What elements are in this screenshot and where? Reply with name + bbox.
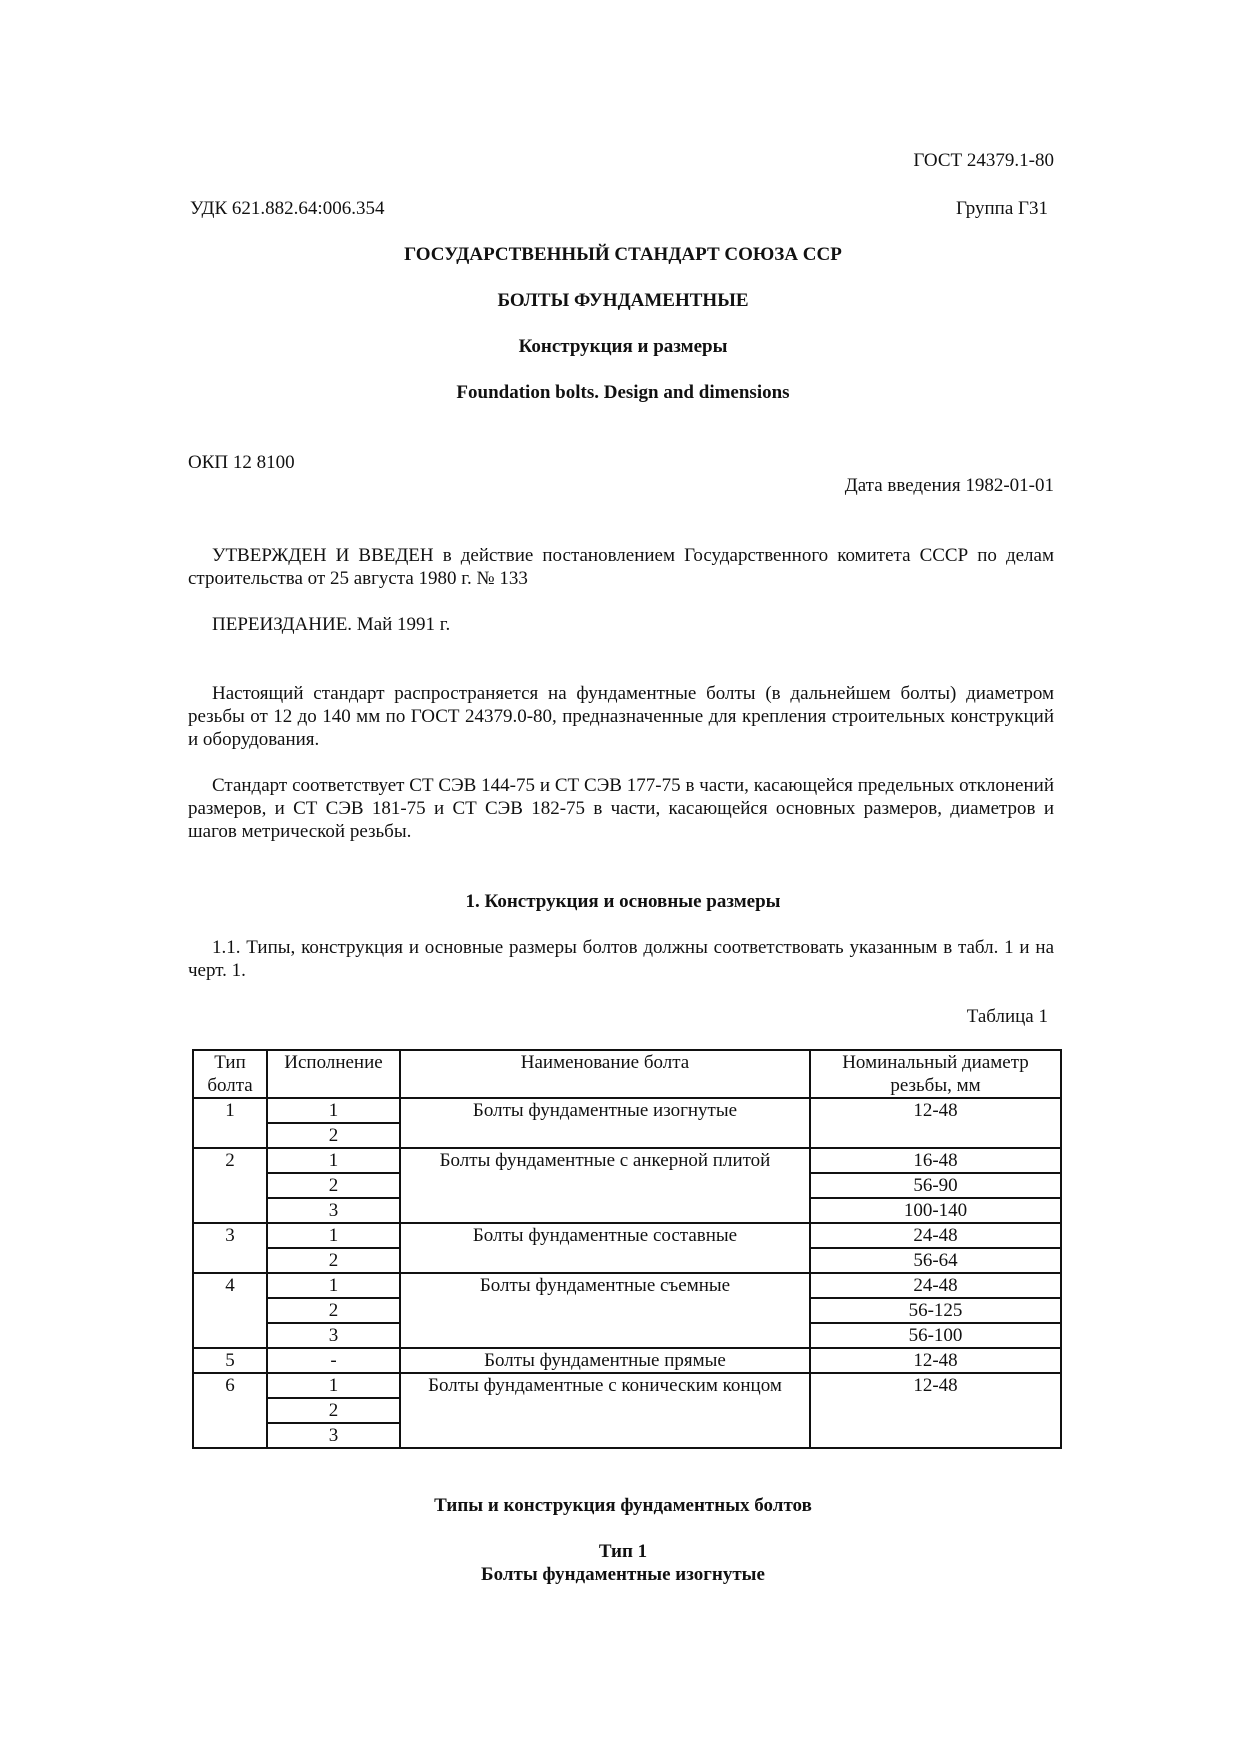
cell-diameter: 16-48 <box>810 1148 1061 1173</box>
cell-diameter: 56-64 <box>810 1248 1061 1273</box>
table-header-row <box>193 1050 1061 1098</box>
cell-diameter: 24-48 <box>810 1273 1061 1298</box>
table-row <box>193 1223 1061 1248</box>
cell-diameter: 56-90 <box>810 1173 1061 1198</box>
cell-version: 3 <box>267 1423 400 1448</box>
table-row <box>193 1273 1061 1298</box>
title-english: Foundation bolts. Design and dimensions <box>456 382 790 403</box>
cell-version: - <box>267 1348 400 1373</box>
approval-paragraph: УТВЕРЖДЕН И ВВЕДЕН в действие постановлением Государственного комитета СССР по делам строительства от 25 августа 1980 г. № 133 <box>188 545 1054 589</box>
cell-version: 1 <box>267 1373 400 1398</box>
subtitle: Конструкция и размеры <box>518 336 728 357</box>
bolts-table <box>192 1049 1062 1449</box>
cell-type: 1 <box>193 1098 267 1148</box>
table-row <box>193 1148 1061 1173</box>
cell-type: 6 <box>193 1373 267 1448</box>
cell-type: 3 <box>193 1223 267 1273</box>
cell-diameter: 56-125 <box>810 1298 1061 1323</box>
header-name: Наименование болта <box>400 1050 810 1098</box>
type-1-label: Тип 1 <box>598 1541 648 1562</box>
cell-diameter: 12-48 <box>810 1373 1061 1448</box>
table-caption: Таблица 1 <box>966 1006 1048 1027</box>
group-code: Группа Г31 <box>955 198 1048 219</box>
cell-version: 3 <box>267 1198 400 1223</box>
cell-version: 1 <box>267 1223 400 1248</box>
cell-version: 2 <box>267 1298 400 1323</box>
cell-diameter: 24-48 <box>810 1223 1061 1248</box>
type-1-name: Болты фундаментные изогнутые <box>481 1564 765 1585</box>
udk-code: УДК 621.882.64:006.354 <box>190 198 385 219</box>
document-number: ГОСТ 24379.1-80 <box>913 150 1054 171</box>
cell-version: 1 <box>267 1098 400 1123</box>
scope-paragraph: Настоящий стандарт распространяется на фундаментные болты (в дальнейшем болты) диаметром резьбы от 12 до 140 мм по ГОСТ 24379.0-80, предназначенные для крепления строительных конструкций и оборудования. <box>188 683 1054 750</box>
cell-version: 2 <box>267 1173 400 1198</box>
reissue-paragraph: ПЕРЕИЗДАНИЕ. Май 1991 г. <box>212 614 451 635</box>
cell-version: 2 <box>267 1123 400 1148</box>
okp-code: ОКП 12 8100 <box>188 452 295 473</box>
compliance-paragraph: Стандарт соответствует СТ СЭВ 144-75 и СТ СЭВ 177-75 в части, касающейся предельных отклонений размеров, и СТ СЭВ 181-75 и СТ СЭВ 182-75 в части, касающейся основных размеров, диаметров и шагов метрической резьбы. <box>188 775 1054 842</box>
header-type: Тип болта <box>193 1050 267 1098</box>
cell-diameter: 100-140 <box>810 1198 1061 1223</box>
cell-diameter: 12-48 <box>810 1098 1061 1148</box>
introduction-date: Дата введения 1982-01-01 <box>844 475 1054 496</box>
types-heading: Типы и конструкция фундаментных болтов <box>434 1495 812 1516</box>
table-row <box>193 1348 1061 1373</box>
title-state-standard: ГОСУДАРСТВЕННЫЙ СТАНДАРТ СОЮЗА ССР <box>404 244 842 265</box>
cell-name: Болты фундаментные съемные <box>400 1273 810 1348</box>
cell-version: 2 <box>267 1398 400 1423</box>
cell-version: 1 <box>267 1273 400 1298</box>
cell-name: Болты фундаментные с коническим концом <box>400 1373 810 1448</box>
cell-name: Болты фундаментные прямые <box>400 1348 810 1373</box>
cell-type: 4 <box>193 1273 267 1348</box>
section-1-heading: 1. Конструкция и основные размеры <box>465 891 781 912</box>
cell-type: 2 <box>193 1148 267 1223</box>
cell-version: 3 <box>267 1323 400 1348</box>
cell-name: Болты фундаментные составные <box>400 1223 810 1273</box>
table-row <box>193 1373 1061 1398</box>
header-version: Исполнение <box>267 1050 400 1098</box>
cell-diameter: 12-48 <box>810 1348 1061 1373</box>
cell-version: 2 <box>267 1248 400 1273</box>
cell-name: Болты фундаментные с анкерной плитой <box>400 1148 810 1223</box>
cell-diameter: 56-100 <box>810 1323 1061 1348</box>
cell-type: 5 <box>193 1348 267 1373</box>
header-diameter: Номинальный диаметр резьбы, мм <box>810 1050 1061 1098</box>
paragraph-1-1: 1.1. Типы, конструкция и основные размеры болтов должны соответствовать указанным в табл. 1 и на черт. 1. <box>188 937 1054 981</box>
title-main: БОЛТЫ ФУНДАМЕНТНЫЕ <box>497 290 749 311</box>
table-row <box>193 1098 1061 1123</box>
cell-name: Болты фундаментные изогнутые <box>400 1098 810 1148</box>
cell-version: 1 <box>267 1148 400 1173</box>
